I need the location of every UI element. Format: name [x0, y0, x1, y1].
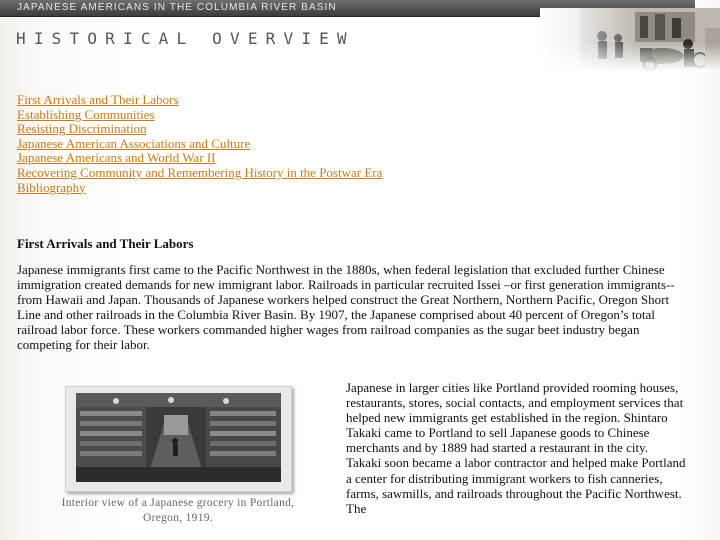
toc-link-world-war-ii[interactable]: Japanese Americans and World War II [17, 150, 216, 166]
article-heading: First Arrivals and Their Labors [17, 236, 194, 251]
toc-item [17, 122, 382, 137]
photo-caption: Interior view of a Japanese grocery in Portland, Oregon, 1919. [61, 497, 295, 524]
article-paragraph-2: Japanese in larger cities like Portland provided rooming houses, restaurants, stores, social contacts, and employment services that helped new immigrants get established in the region. Shintaro Takaki came to Portland to sell Japanese goods to Chinese merchants and by 1889 had started a restaurant in the city. Takaki soon became a labor contractor and helped make Portland a center for distributing immigrant workers to fish canneries, farms, sawmills, and railroads throughout the Pacific Northwest. The [346, 380, 686, 516]
toc-link-associations-culture[interactable]: Japanese American Associations and Culture [17, 135, 251, 151]
toc-item [17, 108, 382, 123]
header-photo [540, 8, 720, 72]
toc-link-resisting-discrimination[interactable]: Resisting Discrimination [17, 121, 147, 137]
grocery-photo-image [76, 393, 281, 482]
toc-item [17, 93, 382, 108]
toc-item [17, 151, 382, 166]
table-of-contents [17, 93, 382, 195]
toc-item [17, 181, 382, 196]
site-title: JAPANESE AMERICANS IN THE COLUMBIA RIVER BASIN [17, 2, 337, 13]
grocery-photo-frame [65, 386, 292, 492]
page-title: HISTORICAL OVERVIEW [16, 29, 355, 48]
toc-link-bibliography[interactable]: Bibliography [17, 179, 86, 195]
toc-link-first-arrivals[interactable]: First Arrivals and Their Labors [17, 92, 179, 107]
toc-item [17, 166, 382, 181]
toc-item [17, 137, 382, 152]
toc-link-establishing-communities[interactable]: Establishing Communities [17, 106, 155, 122]
article-paragraph-1: Japanese immigrants first came to the Pacific Northwest in the 1880s, when federal legislation that excluded further Chinese immigration created demands for new immigrant labor. Railroads in particular recruited Issei –or first generation immigrants--from Hawaii and Japan. Thousands of Japanese workers helped construct the Great Northern, Northern Pacific, Oregon Short Line and other railroads in the Columbia River Basin. By 1907, the Japanese comprised about 40 percent of Oregon’s total railroad labor force. These workers commanded higher wages from railroad companies as the sugar beet industry began competing for their labor. [17, 262, 675, 353]
grocery-photo [76, 393, 281, 482]
toc-link-postwar-era[interactable]: Recovering Community and Remembering History in the Postwar Era [17, 164, 383, 180]
header-photo-fade [540, 8, 720, 72]
